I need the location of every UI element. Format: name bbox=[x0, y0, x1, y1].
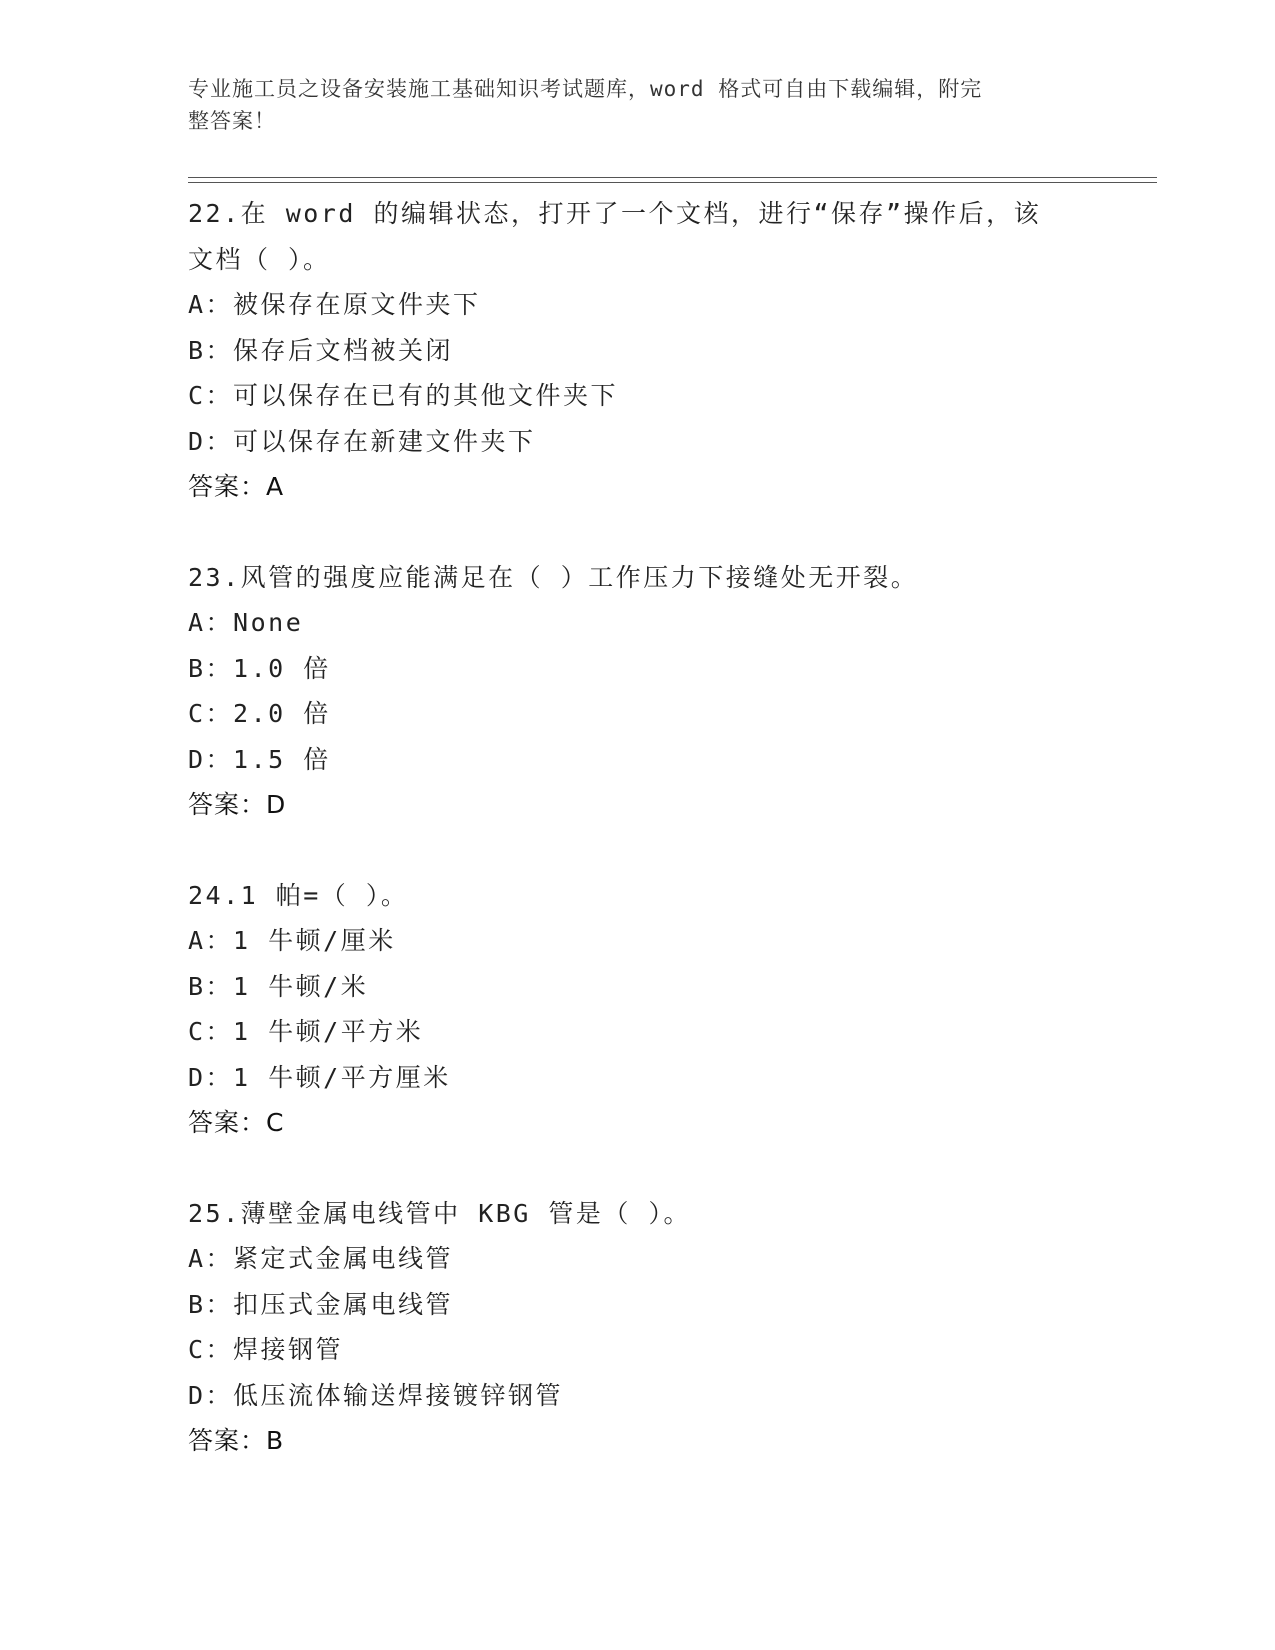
option-d: D：1 牛顿/平方厘米 bbox=[188, 1062, 451, 1092]
option-b: B：1 牛顿/米 bbox=[188, 971, 369, 1001]
answer: 答案：B bbox=[188, 1426, 285, 1455]
option-a: A：1 牛顿/厘米 bbox=[188, 926, 396, 955]
option-a: A：被保存在原文件夹下 bbox=[188, 290, 481, 319]
option-b: B：扣压式金属电线管 bbox=[188, 1289, 454, 1319]
option-c: C：焊接钢管 bbox=[188, 1335, 344, 1364]
question-25 bbox=[188, 1191, 1088, 1464]
header-divider-top bbox=[188, 177, 1157, 178]
answer: 答案：C bbox=[188, 1108, 285, 1137]
option-b: B：保存后文档被关闭 bbox=[188, 335, 454, 365]
header-title-line1: 专业施工员之设备安装施工基础知识考试题库，word 格式可自由下载编辑，附完 bbox=[188, 77, 983, 101]
header-divider-bottom bbox=[188, 182, 1157, 183]
question-stem: 25.薄壁金属电线管中 KBG 管是（ ）。 bbox=[188, 1198, 691, 1228]
option-d: D：1.5 倍 bbox=[188, 744, 331, 774]
option-d: D：低压流体输送焊接镀锌钢管 bbox=[188, 1380, 564, 1410]
answer: 答案：D bbox=[188, 790, 287, 819]
question-24 bbox=[188, 873, 1088, 1146]
question-stem: 22.在 word 的编辑状态，打开了一个文档，进行“保存”操作后，该 bbox=[188, 199, 1042, 228]
question-list bbox=[188, 191, 1088, 1509]
page-header bbox=[188, 73, 1068, 137]
question-stem: 24.1 帕=（ ）。 bbox=[188, 880, 409, 910]
question-stem-continued: 文档（ ）。 bbox=[188, 244, 331, 274]
option-b: B：1.0 倍 bbox=[188, 653, 331, 683]
option-c: C：1 牛顿/平方米 bbox=[188, 1017, 424, 1046]
option-c: C：可以保存在已有的其他文件夹下 bbox=[188, 381, 619, 410]
option-d: D：可以保存在新建文件夹下 bbox=[188, 426, 536, 456]
option-a: A：None bbox=[188, 608, 304, 637]
question-22 bbox=[188, 191, 1088, 510]
header-title-line2: 整答案！ bbox=[188, 109, 276, 133]
option-c: C：2.0 倍 bbox=[188, 699, 331, 728]
answer: 答案：A bbox=[188, 472, 285, 501]
question-23 bbox=[188, 555, 1088, 828]
question-stem: 23.风管的强度应能满足在（ ）工作压力下接缝处无开裂。 bbox=[188, 562, 919, 592]
option-a: A：紧定式金属电线管 bbox=[188, 1244, 454, 1273]
